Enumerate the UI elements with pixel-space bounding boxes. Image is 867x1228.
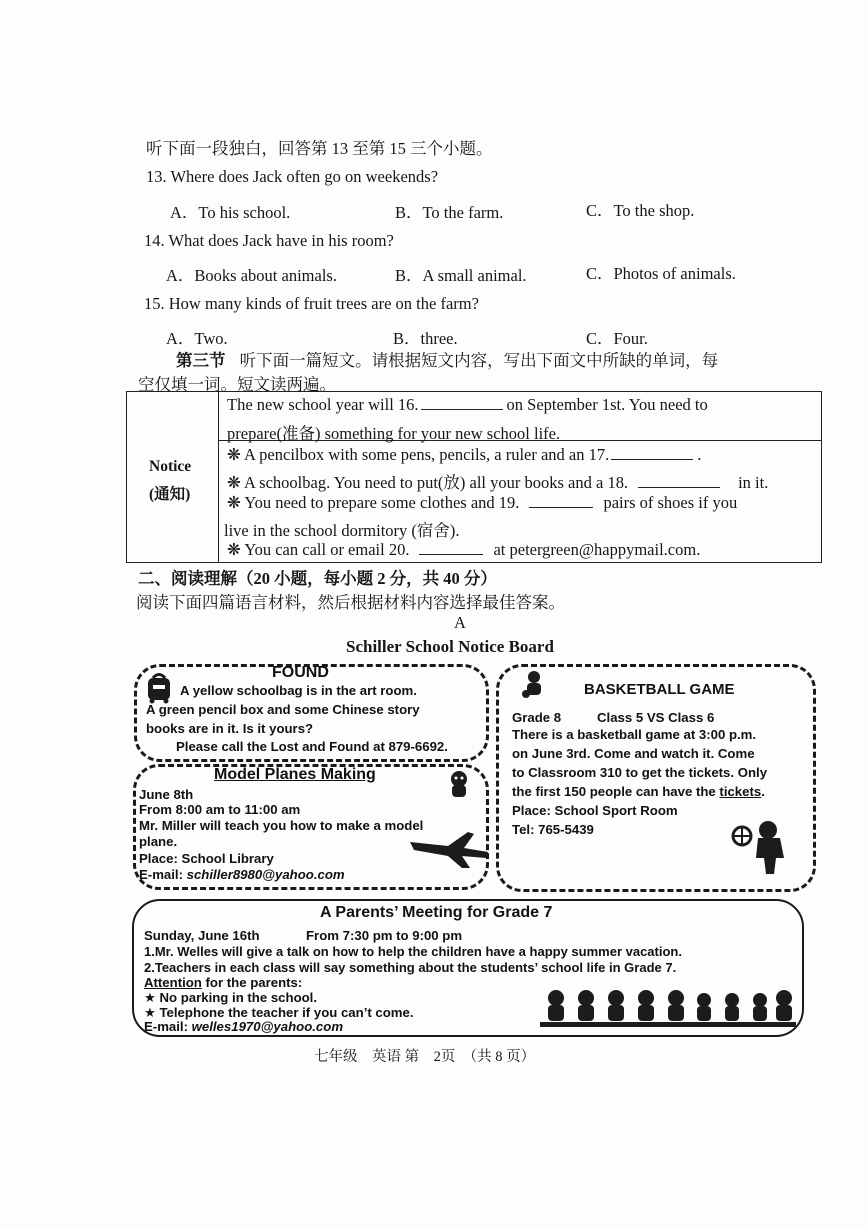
basketball-line-3: on June 3rd. Come and watch it. Come bbox=[512, 746, 755, 761]
basketball-grade: Grade 8 bbox=[512, 710, 562, 725]
notice-bullet-2: ❋ A schoolbag. You need to put(放) all your books and a 18. in it. bbox=[227, 473, 769, 492]
listening-instruction: 听下面一段独白，回答第 13 至第 15 三个小题。 bbox=[146, 139, 493, 158]
found-line-3: books are in it. Is it yours? bbox=[146, 721, 314, 736]
blank-20 bbox=[419, 540, 483, 555]
reading-heading: 二、阅读理解（20 小题，每小题 2 分，共 40 分） bbox=[138, 569, 497, 588]
blank-17 bbox=[611, 445, 693, 460]
figure-icon bbox=[446, 770, 472, 800]
notice-intro-line2: prepare(准备) something for your new school life. bbox=[227, 424, 561, 443]
meeting-rule-1: ★ No parking in the school. bbox=[144, 990, 318, 1005]
meeting-time: From 7:30 pm to 9:00 pm bbox=[306, 928, 463, 943]
basketball-line-5: the first 150 people can have the tickets. bbox=[512, 784, 765, 799]
section3-instruction-line1: 第三节 听下面一篇短文。请根据短文内容，写出下面文中所缺的单词，每 bbox=[176, 351, 719, 370]
blank-16 bbox=[421, 395, 503, 410]
notice-bullet-3: ❋ You need to prepare some clothes and 19. pairs of shoes if you bbox=[227, 493, 738, 512]
q14-option-b: B．A small animal. bbox=[395, 266, 527, 285]
meeting-title: A Parents’ Meeting for Grade 7 bbox=[320, 904, 553, 921]
basketball-line-2: There is a basketball game at 3:00 p.m. bbox=[512, 727, 757, 742]
planes-place: Place: School Library bbox=[139, 851, 274, 866]
page-footer: 七年级 英语 第 2页 （共 8 页） bbox=[314, 1049, 536, 1065]
found-line-2: A green pencil box and some Chinese story bbox=[146, 702, 420, 717]
basketball-line-4: to Classroom 310 to get the tickets. Only bbox=[512, 765, 768, 780]
planes-time: From 8:00 am to 11:00 am bbox=[139, 802, 301, 817]
blank-19 bbox=[529, 493, 593, 508]
meeting-item-2: 2.Teachers in each class will say something about the students’ school life in Grade 7. bbox=[144, 960, 677, 975]
question-13: 13. Where does Jack often go on weekends? bbox=[146, 167, 439, 186]
notice-bullet-3-cont: live in the school dormitory (宿舍). bbox=[224, 521, 460, 540]
basketball-player-icon bbox=[730, 818, 792, 876]
blank-18 bbox=[638, 473, 720, 488]
notice-label: Notice bbox=[149, 458, 192, 475]
found-line-1: A yellow schoolbag is in the art room. bbox=[180, 683, 417, 698]
q14-option-c: C．Photos of animals. bbox=[586, 264, 736, 283]
basketball-place: Place: School Sport Room bbox=[512, 803, 678, 818]
q15-option-a: A．Two. bbox=[166, 329, 228, 348]
meeting-rule-2: ★ Telephone the teacher if you can’t come. bbox=[144, 1005, 414, 1020]
meeting-date: Sunday, June 16th bbox=[144, 928, 260, 943]
airplane-icon bbox=[408, 828, 490, 870]
q13-option-b: B．To the farm. bbox=[395, 203, 504, 222]
q13-option-c: C．To the shop. bbox=[586, 201, 695, 220]
notice-intro-line1: The new school year will 16. on September 1st. You need to bbox=[227, 395, 708, 414]
q14-option-a: A．Books about animals. bbox=[166, 266, 337, 285]
meeting-attention: Attention for the parents: bbox=[144, 975, 303, 990]
notice-bullet-1: ❋ A pencilbox with some pens, pencils, a ruler and an 17. . bbox=[227, 445, 702, 464]
reading-instruction: 阅读下面四篇语言材料，然后根据材料内容选择最佳答案。 bbox=[136, 593, 565, 612]
planes-date: June 8th bbox=[139, 787, 194, 802]
basketball-title: BASKETBALL GAME bbox=[584, 681, 735, 698]
planes-desc-2: plane. bbox=[139, 834, 178, 849]
notice-table bbox=[126, 391, 822, 563]
basketball-classes: Class 5 VS Class 6 bbox=[597, 710, 715, 725]
q13-option-a: A．To his school. bbox=[170, 203, 291, 222]
basketball-tel: Tel: 765-5439 bbox=[512, 822, 594, 837]
q15-option-b: B．three. bbox=[393, 329, 458, 348]
player-icon bbox=[520, 670, 548, 700]
part-label: A bbox=[454, 613, 466, 632]
bag-icon bbox=[143, 670, 175, 704]
section3-heading: 第三节 bbox=[176, 351, 226, 370]
notice-bullet-4: ❋ You can call or email 20. at petergreen@happymail.com. bbox=[227, 540, 701, 559]
planes-title: Model Planes Making bbox=[214, 766, 376, 783]
children-silhouettes-icon bbox=[540, 988, 796, 1030]
planes-email: E-mail: schiller8980@yahoo.com bbox=[139, 867, 345, 882]
question-14: 14. What does Jack have in his room? bbox=[144, 231, 394, 250]
meeting-item-1: 1.Mr. Welles will give a talk on how to help the children have a happy summer vacation. bbox=[144, 944, 682, 959]
question-15: 15. How many kinds of fruit trees are on the farm? bbox=[144, 294, 479, 313]
notice-label-cn: (通知) bbox=[149, 486, 191, 503]
found-line-4: Please call the Lost and Found at 879-6692. bbox=[176, 739, 448, 754]
found-title: FOUND bbox=[272, 664, 329, 681]
board-title: Schiller School Notice Board bbox=[346, 637, 554, 656]
section3-instruction-line2: 空仅填一词。短文读两遍。 bbox=[138, 375, 336, 394]
q15-option-c: C．Four. bbox=[586, 329, 648, 348]
meeting-email: E-mail: welles1970@yahoo.com bbox=[144, 1019, 344, 1034]
planes-desc-1: Mr. Miller will teach you how to make a model bbox=[139, 818, 424, 833]
